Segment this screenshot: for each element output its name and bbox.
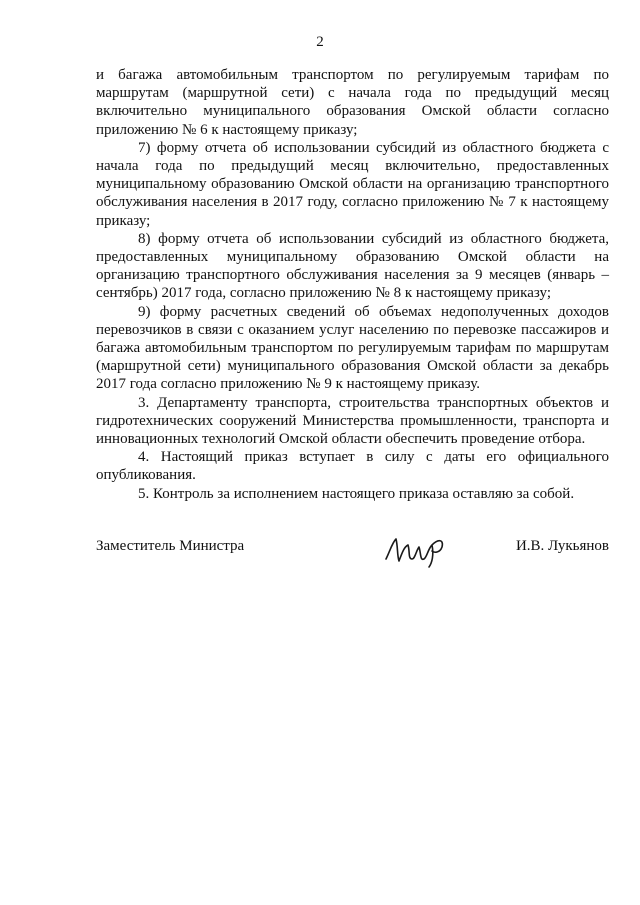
signatory-name: И.В. Лукьянов <box>515 538 609 554</box>
document-body <box>96 66 609 503</box>
paragraph-continuation: и багажа автомобильным транспортом по регулируемым тарифам по маршрутам (маршрутной сети) с начала года по предыдущий месяц включительно муниципального образования Омской области согласно приложению № 6 к настоящему приказу; <box>96 67 609 138</box>
paragraph-item-7: 7) форму отчета об использовании субсидий из областного бюджета с начала года по предыдущий месяц включительно, предоставленных муниципальному образованию Омской области на организацию транспортного обслуживания населения в 2017 году, согласно приложению № 7 к настоящему приказу; <box>96 139 609 229</box>
handwritten-signature <box>382 529 454 569</box>
page-number: 2 <box>316 34 324 50</box>
paragraph-clause-5: 5. Контроль за исполнением настоящего приказа оставляю за собой. <box>138 485 575 502</box>
paragraph-item-8: 8) форму отчета об использовании субсидий из областного бюджета, предоставленных муниципальному образованию Омской области на организацию транспортного обслуживания населения за 9 месяцев (январь – сентябрь) 2017 года, согласно приложению № 8 к настоящему приказу; <box>96 230 609 302</box>
paragraph-clause-3: 3. Департаменту транспорта, строительства транспортных объектов и гидротехнических сооружений Министерства промышленности, транспорта и инновационных технологий Омской области обеспечить проведение отбора. <box>96 394 609 448</box>
signatory-title: Заместитель Министра <box>96 538 245 554</box>
paragraph-clause-4: 4. Настоящий приказ вступает в силу с даты его официального опубликования. <box>96 449 609 484</box>
signature-block <box>96 537 609 577</box>
paragraph-item-9: 9) форму расчетных сведений об объемах недополученных доходов перевозчиков в связи с оказанием услуг населению по перевозке пассажиров и багажа автомобильным транспортом по регулируемым тарифам по маршрутам (маршрутной сети) муниципального образования Омской области за декабрь 2017 года согласно приложению № 9 к настоящему приказу. <box>96 303 609 393</box>
